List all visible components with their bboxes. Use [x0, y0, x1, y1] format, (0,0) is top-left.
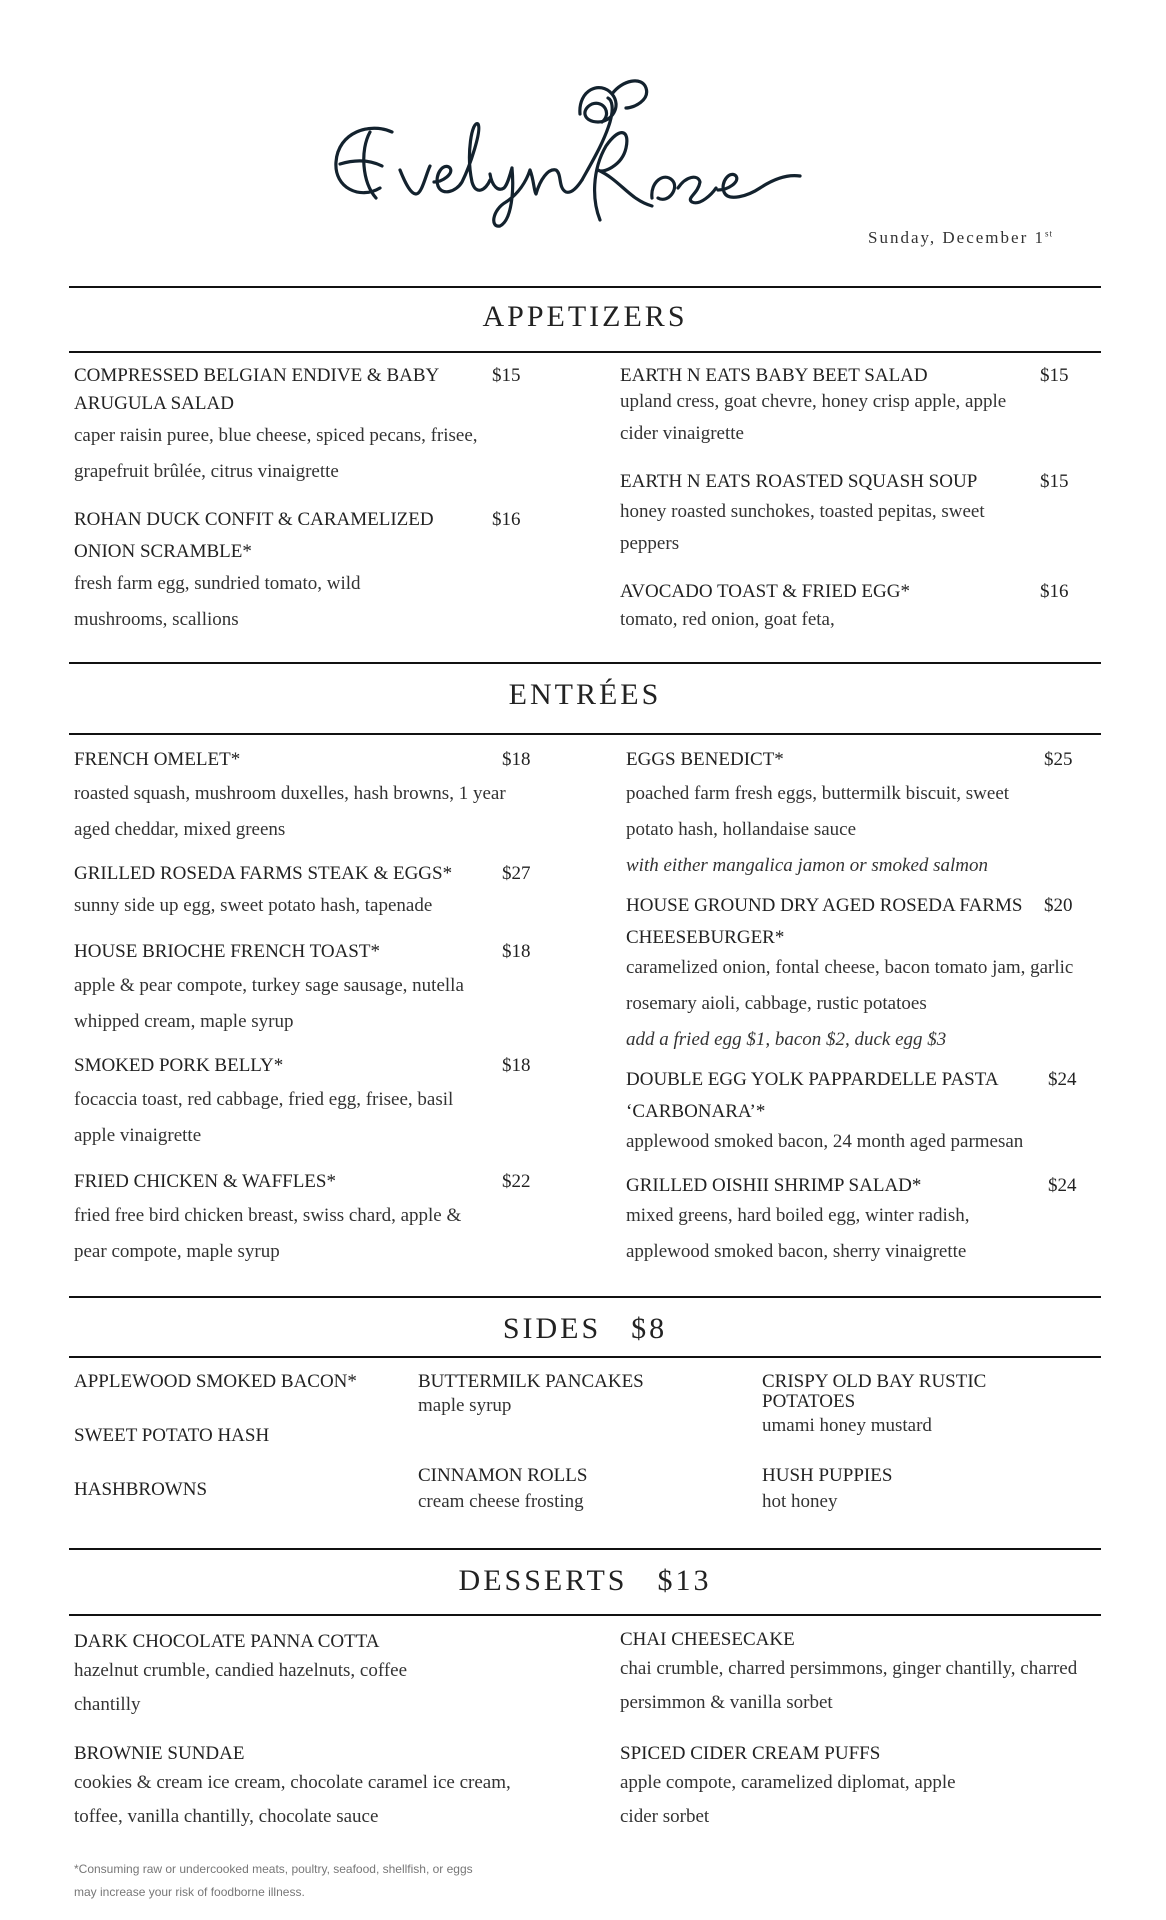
item-price: $15 — [1040, 365, 1069, 386]
section-divider — [69, 286, 1101, 288]
item-note: with either mangalica jamon or smoked salmon — [626, 855, 989, 876]
desserts-price: $13 — [657, 1564, 712, 1597]
side-item-name: APPLEWOOD SMOKED BACON* — [74, 1371, 357, 1392]
item-description: apple & pear compote, turkey sage sausage, nutella whipped cream, maple syrup — [74, 975, 464, 1032]
evelyn-rose-logo — [330, 70, 810, 250]
menu-date — [868, 228, 1053, 248]
item-name: COMPRESSED BELGIAN ENDIVE & BABY ARUGULA SALAD — [74, 365, 439, 414]
desserts-title — [69, 1564, 1101, 1598]
side-item-name: CRISPY OLD BAY RUSTIC POTATOES — [762, 1371, 987, 1412]
side-item-name: SWEET POTATO HASH — [74, 1425, 270, 1446]
item-name: BROWNIE SUNDAE — [74, 1743, 245, 1764]
item-description: focaccia toast, red cabbage, fried egg, frisee, basil apple vinaigrette — [74, 1089, 454, 1146]
item-note: add a fried egg $1, bacon $2, duck egg $3 — [626, 1029, 947, 1050]
item-description: cookies & cream ice cream, chocolate caramel ice cream, toffee, vanilla chantilly, chocolate sauce — [74, 1772, 511, 1827]
section-divider — [69, 1296, 1101, 1298]
item-price: $20 — [1044, 895, 1073, 916]
item-name: GRILLED ROSEDA FARMS STEAK & EGGS* — [74, 863, 453, 884]
item-price: $22 — [502, 1171, 531, 1192]
item-price: $27 — [502, 863, 531, 884]
item-description: caramelized onion, fontal cheese, bacon tomato jam, garlic rosemary aioli, cabbage, rustic potatoes — [626, 957, 1074, 1014]
item-name: FRIED CHICKEN & WAFFLES* — [74, 1171, 336, 1192]
item-name: GRILLED OISHII SHRIMP SALAD* — [626, 1175, 922, 1196]
item-description: roasted squash, mushroom duxelles, hash browns, 1 year aged cheddar, mixed greens — [74, 783, 506, 840]
item-description: apple compote, caramelized diplomat, apple cider sorbet — [620, 1772, 956, 1827]
item-description: honey roasted sunchokes, toasted pepitas, sweet peppers — [620, 501, 985, 554]
item-description: upland cress, goat chevre, honey crisp apple, apple cider vinaigrette — [620, 391, 1007, 444]
item-description: tomato, red onion, goat feta, — [620, 609, 835, 630]
desserts-title-text: DESSERTS — [458, 1564, 628, 1597]
item-name: ROHAN DUCK CONFIT & CARAMELIZED ONION SCRAMBLE* — [74, 509, 434, 562]
item-name: EARTH N EATS ROASTED SQUASH SOUP — [620, 471, 978, 492]
section-divider — [69, 733, 1101, 735]
side-item-name: BUTTERMILK PANCAKES — [418, 1371, 644, 1392]
item-description: mixed greens, hard boiled egg, winter radish, applewood smoked bacon, sherry vinaigrette — [626, 1205, 970, 1262]
item-price: $18 — [502, 941, 531, 962]
item-name: DARK CHOCOLATE PANNA COTTA — [74, 1631, 380, 1652]
section-divider — [69, 1548, 1101, 1550]
item-name: AVOCADO TOAST & FRIED EGG* — [620, 581, 910, 602]
item-description: caper raisin puree, blue cheese, spiced pecans, frisee, grapefruit brûlée, citrus vinaigrette — [74, 425, 478, 482]
section-divider — [69, 1614, 1101, 1616]
item-name: SPICED CIDER CREAM PUFFS — [620, 1743, 881, 1764]
item-description: poached farm fresh eggs, buttermilk biscuit, sweet potato hash, hollandaise sauce — [626, 783, 1010, 840]
sides-price: $8 — [631, 1312, 668, 1345]
item-name: CHAI CHEESECAKE — [620, 1629, 795, 1650]
item-description: hazelnut crumble, candied hazelnuts, coffee chantilly — [74, 1660, 408, 1715]
date-suffix: st — [1045, 228, 1054, 239]
side-item-description: cream cheese frosting — [418, 1491, 584, 1512]
entrees-title: ENTRÉES — [508, 678, 662, 711]
item-description: applewood smoked bacon, 24 month aged parmesan — [626, 1131, 1024, 1152]
section-divider — [69, 1356, 1101, 1358]
item-description: fresh farm egg, sundried tomato, wild mushrooms, scallions — [74, 573, 361, 630]
item-price: $24 — [1048, 1069, 1077, 1090]
item-price: $18 — [502, 1055, 531, 1076]
item-price: $25 — [1044, 749, 1073, 770]
item-name: HOUSE BRIOCHE FRENCH TOAST* — [74, 941, 380, 962]
section-divider — [69, 662, 1101, 664]
side-item-name: HASHBROWNS — [74, 1479, 208, 1500]
side-item-name: HUSH PUPPIES — [762, 1465, 893, 1486]
item-description: sunny side up egg, sweet potato hash, tapenade — [74, 895, 433, 916]
foodborne-illness-disclaimer: *Consuming raw or undercooked meats, poultry, seafood, shellfish, or eggs may increase your risk of foodborne illness. — [74, 1862, 473, 1899]
item-name: SMOKED PORK BELLY* — [74, 1055, 284, 1076]
item-price: $24 — [1048, 1175, 1077, 1196]
section-divider — [69, 351, 1101, 353]
date-text: Sunday, December 1 — [868, 228, 1045, 247]
item-name: DOUBLE EGG YOLK PAPPARDELLE PASTA ‘CARBONARA’* — [626, 1069, 998, 1122]
item-price: $16 — [492, 509, 521, 530]
item-description: fried free bird chicken breast, swiss chard, apple & pear compote, maple syrup — [74, 1205, 462, 1262]
item-price: $15 — [492, 365, 521, 386]
sides-title-text: SIDES — [502, 1312, 602, 1345]
item-price: $16 — [1040, 581, 1069, 602]
side-item-description: maple syrup — [418, 1395, 512, 1416]
item-description: chai crumble, charred persimmons, ginger chantilly, charred persimmon & vanilla sorbet — [620, 1658, 1078, 1713]
item-name: EGGS BENEDICT* — [626, 749, 784, 770]
item-name: FRENCH OMELET* — [74, 749, 241, 770]
item-name: HOUSE GROUND DRY AGED ROSEDA FARMS CHEESEBURGER* — [626, 895, 1023, 948]
sides-title — [69, 1312, 1101, 1346]
item-price: $15 — [1040, 471, 1069, 492]
side-item-description: umami honey mustard — [762, 1415, 932, 1436]
item-price: $18 — [502, 749, 531, 770]
side-item-description: hot honey — [762, 1491, 838, 1512]
side-item-name: CINNAMON ROLLS — [418, 1465, 588, 1486]
item-name: EARTH N EATS BABY BEET SALAD — [620, 365, 928, 386]
appetizers-title: APPETIZERS — [482, 300, 688, 333]
